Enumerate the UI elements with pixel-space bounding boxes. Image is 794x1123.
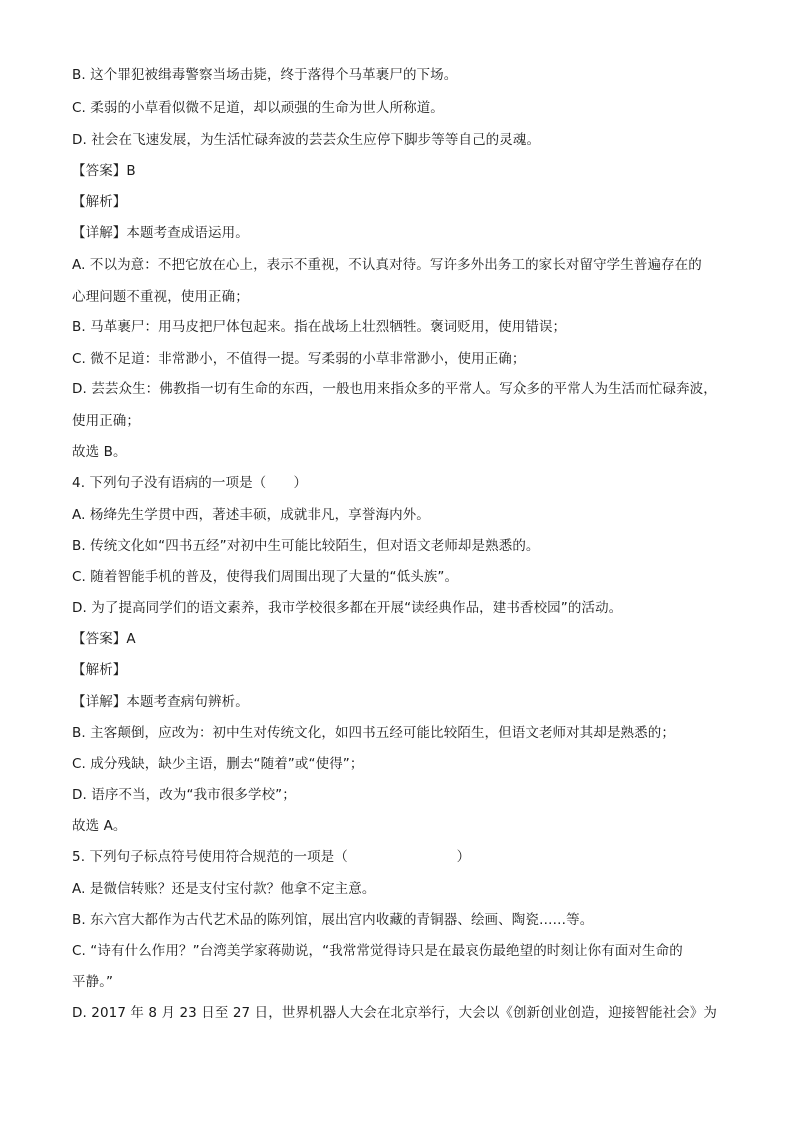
option-b-line: B. 这个罪犯被缉毒警察当场击毙，终于落得个马革裹尸的下场。 xyxy=(72,67,458,83)
option-d-line: D. 社会在飞速发展，为生活忙碌奔波的芸芸众生应停下脚步等等自己的灵魂。 xyxy=(72,132,541,148)
explanation-line: C. 微不足道：非常渺小，不值得一提。写柔弱的小草非常渺小，使用正确； xyxy=(72,351,526,367)
conclusion-line: 故选 B。 xyxy=(72,444,127,460)
option-c-line-continued: 平静。” xyxy=(72,974,114,990)
detail-line: 【详解】本题考查病句辨析。 xyxy=(72,694,249,710)
option-b-line: B. 传统文化如“四书五经”对初中生可能比较陌生，但对语文老师却是熟悉的。 xyxy=(72,538,540,554)
explanation-line: D. 语序不当，改为“我市很多学校”； xyxy=(72,787,296,803)
option-d-line: D. 2017 年 8 月 23 日至 27 日，世界机器人大会在北京举行，大会以《创新创业创造，迎接智能社会》为 xyxy=(72,1005,718,1021)
explanation-line: 使用正确； xyxy=(72,413,140,429)
option-b-line: B. 东六宫大都作为古代艺术品的陈列馆，展出宫内收藏的青铜器、绘画、陶瓷……等。 xyxy=(72,912,594,928)
option-c-line: C. “诗有什么作用？”台湾美学家蒋勋说，“我常常觉得诗只是在最哀伤最绝望的时刻让你有面对生命的 xyxy=(72,943,683,959)
explanation-line: D. 芸芸众生：佛教指一切有生命的东西，一般也用来指众多的平常人。写众多的平常人为生活而忙碌奔波， xyxy=(72,381,717,397)
explanation-line: A. 不以为意：不把它放在心上，表示不重视，不认真对待。写许多外出务工的家长对留守学生普遍存在的 xyxy=(72,257,702,273)
option-a-line: A. 杨绛先生学贯中西，著述丰硕，成就非凡，享誉海内外。 xyxy=(72,507,430,523)
analysis-label: 【解析】 xyxy=(72,662,127,678)
explanation-line: 心理问题不重视，使用正确； xyxy=(72,289,249,305)
detail-line: 【详解】本题考查成语运用。 xyxy=(72,225,249,241)
option-d-line: D. 为了提高同学们的语文素养，我市学校很多都在开展“读经典作品，建书香校园”的活动。 xyxy=(72,600,623,616)
analysis-label: 【解析】 xyxy=(72,194,127,210)
answer-label: 【答案】A xyxy=(72,631,136,647)
question-4-stem: 4. 下列句子没有语病的一项是（ ） xyxy=(72,475,308,491)
conclusion-line: 故选 A。 xyxy=(72,818,127,834)
explanation-line: C. 成分残缺，缺少主语，删去“随着”或“使得”； xyxy=(72,756,364,772)
explanation-line: B. 马革裹尸：用马皮把尸体包起来。指在战场上壮烈牺牲。褒词贬用，使用错误； xyxy=(72,319,567,335)
answer-label: 【答案】B xyxy=(72,163,136,179)
explanation-line: B. 主客颠倒，应改为：初中生对传统文化，如四书五经可能比较陌生，但语文老师对其却是熟悉的； xyxy=(72,725,675,741)
question-5-stem: 5. 下列句子标点符号使用符合规范的一项是（ ） xyxy=(72,849,471,865)
option-a-line: A. 是微信转账？还是支付宝付款？他拿不定主意。 xyxy=(72,881,376,897)
option-c-line: C. 随着智能手机的普及，使得我们周围出现了大量的“低头族”。 xyxy=(72,569,459,585)
option-c-line: C. 柔弱的小草看似微不足道，却以顽强的生命为世人所称道。 xyxy=(72,100,444,116)
